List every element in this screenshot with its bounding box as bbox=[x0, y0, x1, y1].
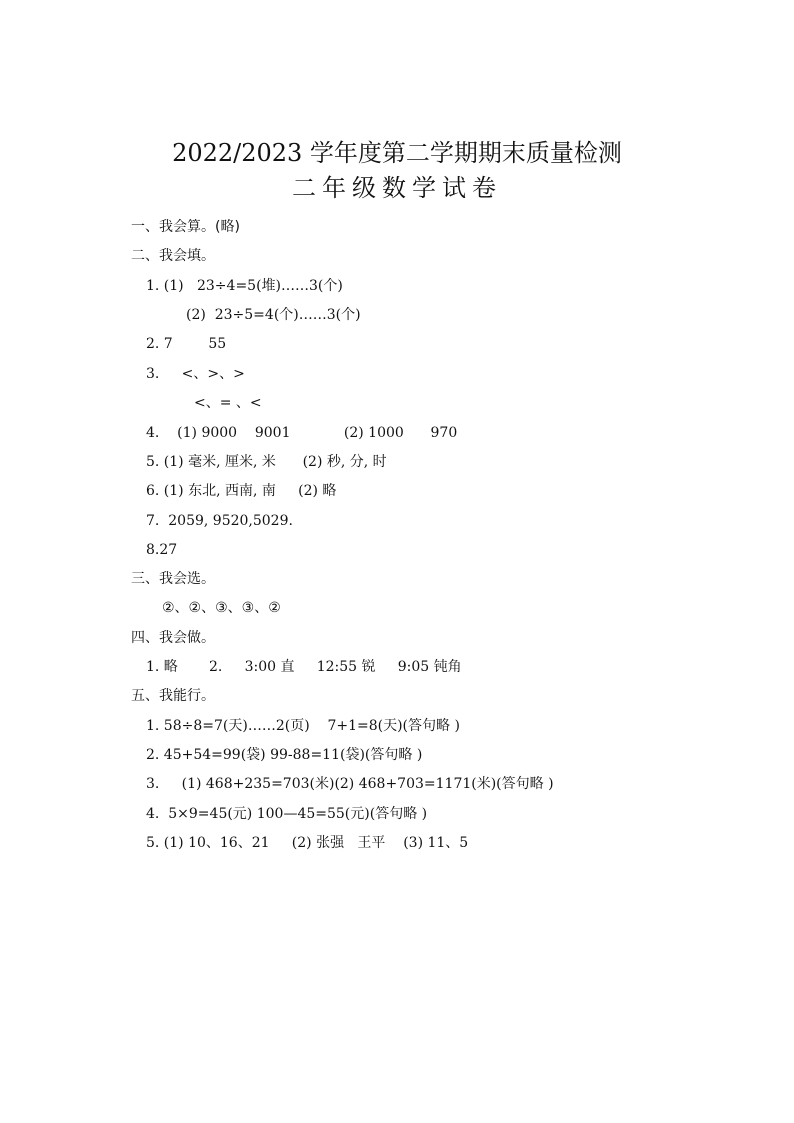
section-heading-2: 二、我会填。 bbox=[131, 248, 215, 264]
section-heading-1: 一、我会算。(略) bbox=[131, 219, 240, 235]
fill-answer-8: 8.27 bbox=[146, 542, 178, 558]
fill-answer-6: 6. (1) 东北, 西南, 南 (2) 略 bbox=[146, 483, 337, 499]
fill-answer-2: 2. 7 55 bbox=[146, 336, 227, 352]
fill-answer-3b: <、= 、< bbox=[194, 395, 262, 411]
do-answers: 1. 略 2. 3:00 直 12:55 锐 9:05 钝角 bbox=[146, 659, 462, 675]
section-heading-5: 五、我能行。 bbox=[131, 688, 215, 704]
choose-answers: ②、②、③、③、② bbox=[162, 600, 281, 616]
document-subtitle: 二年级数学试卷 bbox=[292, 174, 502, 202]
section-heading-4: 四、我会做。 bbox=[131, 630, 215, 646]
fill-answer-5: 5. (1) 毫米, 厘米, 米 (2) 秒, 分, 时 bbox=[146, 454, 387, 470]
able-answer-4: 4. 5×9=45(元) 100—45=55(元)(答句略 ) bbox=[146, 806, 428, 822]
able-answer-5: 5. (1) 10、16、21 (2) 张强 王平 (3) 11、5 bbox=[146, 835, 469, 851]
document-title: 2022/2023 学年度第二学期期末质量检测 bbox=[172, 139, 622, 167]
fill-answer-7: 7. 2059, 9520,5029. bbox=[146, 513, 293, 529]
fill-answer-1b: (2) 23÷5=4(个)……3(个) bbox=[186, 307, 361, 323]
fill-answer-1a: 1. (1) 23÷4=5(堆)……3(个) bbox=[146, 278, 343, 294]
able-answer-2: 2. 45+54=99(袋) 99-88=11(袋)(答句略 ) bbox=[146, 747, 423, 763]
able-answer-3: 3. (1) 468+235=703(米)(2) 468+703=1171(米)(答句略 ) bbox=[146, 776, 554, 792]
able-answer-1: 1. 58÷8=7(天)……2(页) 7+1=8(天)(答句略 ) bbox=[146, 718, 460, 734]
section-heading-3: 三、我会选。 bbox=[131, 571, 215, 587]
fill-answer-4: 4. (1) 9000 9001 (2) 1000 970 bbox=[146, 425, 458, 441]
fill-answer-3a: 3. <、>、> bbox=[146, 366, 245, 382]
